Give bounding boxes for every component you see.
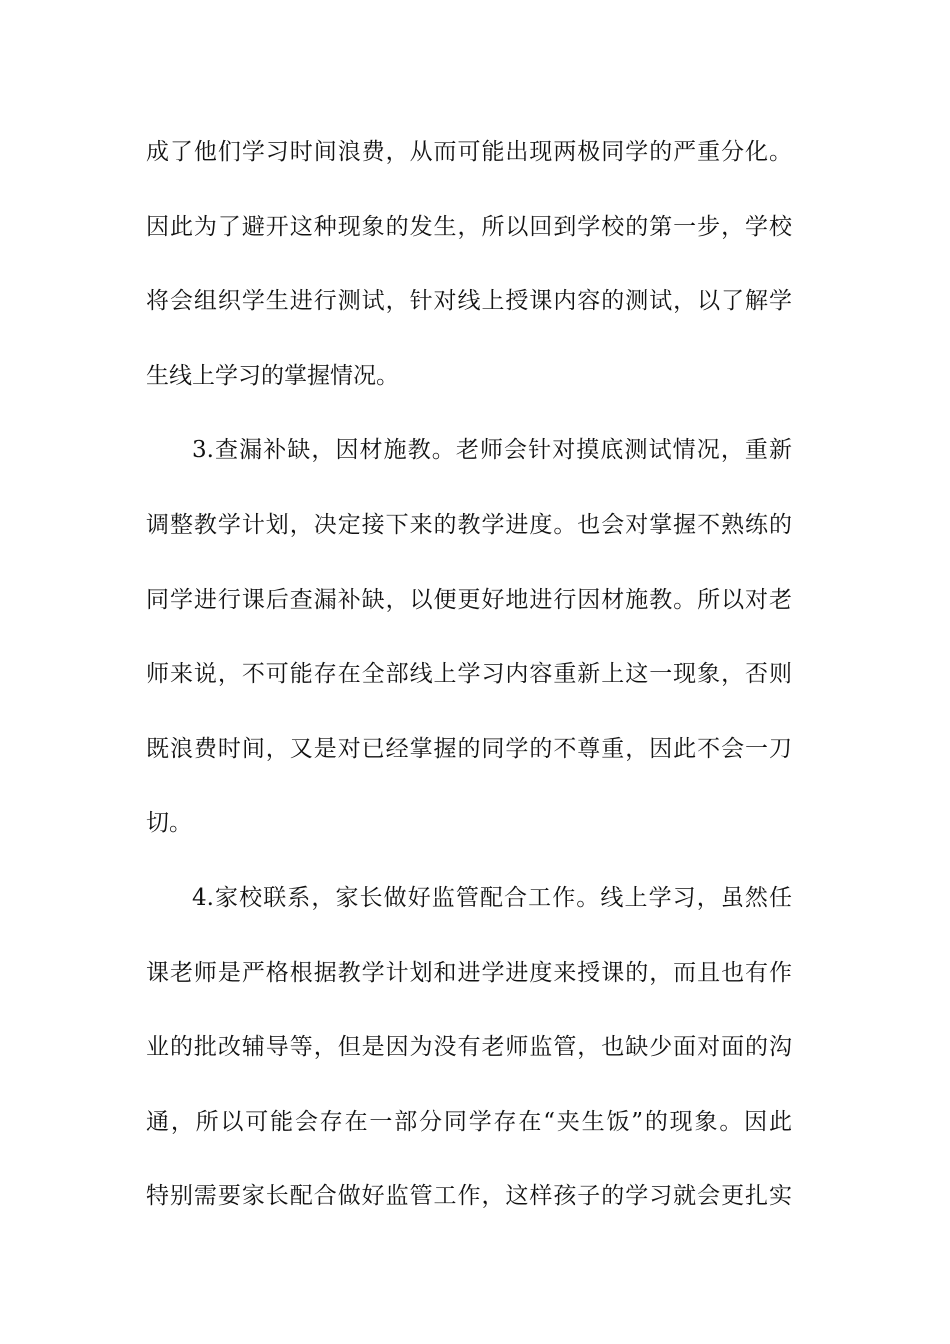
text-line-content: 通，所以可能会存在一部分同学存在“夹生饭”的现象。因此 — [146, 1108, 792, 1135]
text-line-content: 课老师是严格根据教学计划和进学进度来授课的，而且也有作 — [146, 959, 792, 986]
body-text — [146, 128, 792, 1247]
text-line-content: 调整教学计划，决定接下来的教学进度。也会对掌握不熟练的 — [146, 511, 792, 538]
text-line — [146, 576, 792, 651]
text-line — [146, 501, 792, 576]
text-line-content: 既浪费时间，又是对已经掌握的同学的不尊重，因此不会一刀 — [146, 735, 792, 762]
text-line — [146, 799, 792, 874]
text-line-content: 师来说，不可能存在全部线上学习内容重新上这一现象，否则 — [146, 661, 792, 688]
text-line-content: 3.查漏补缺，因材施教。老师会针对摸底测试情况，重新 — [192, 437, 792, 464]
text-line — [146, 203, 792, 278]
text-line-content: 特别需要家长配合做好监管工作，这样孩子的学习就会更扎实 — [146, 1183, 792, 1210]
text-line-content: 将会组织学生进行测试，针对线上授课内容的测试，以了解学 — [146, 288, 792, 315]
text-line-content: 同学进行课后查漏补缺，以便更好地进行因材施教。所以对老 — [146, 586, 792, 613]
text-line — [146, 426, 792, 501]
text-line — [146, 1023, 792, 1098]
text-line — [146, 949, 792, 1024]
text-line-content: 切。 — [146, 810, 192, 837]
text-line-content: 成了他们学习时间浪费，从而可能出现两极同学的严重分化。 — [146, 139, 792, 165]
text-line — [146, 650, 792, 725]
text-line — [146, 128, 792, 203]
text-line — [146, 1172, 792, 1247]
text-line — [146, 725, 792, 800]
text-line — [146, 1098, 792, 1173]
text-line — [146, 874, 792, 949]
text-line-content: 因此为了避开这种现象的发生，所以回到学校的第一步，学校 — [146, 213, 792, 240]
text-line — [146, 352, 792, 427]
text-line-content: 4.家校联系，家长做好监管配合工作。线上学习，虽然任 — [192, 884, 792, 911]
text-line — [146, 277, 792, 352]
text-line-content: 业的批改辅导等，但是因为没有老师监管，也缺少面对面的沟 — [146, 1034, 792, 1061]
text-line-content: 生线上学习的掌握情况。 — [146, 362, 399, 389]
